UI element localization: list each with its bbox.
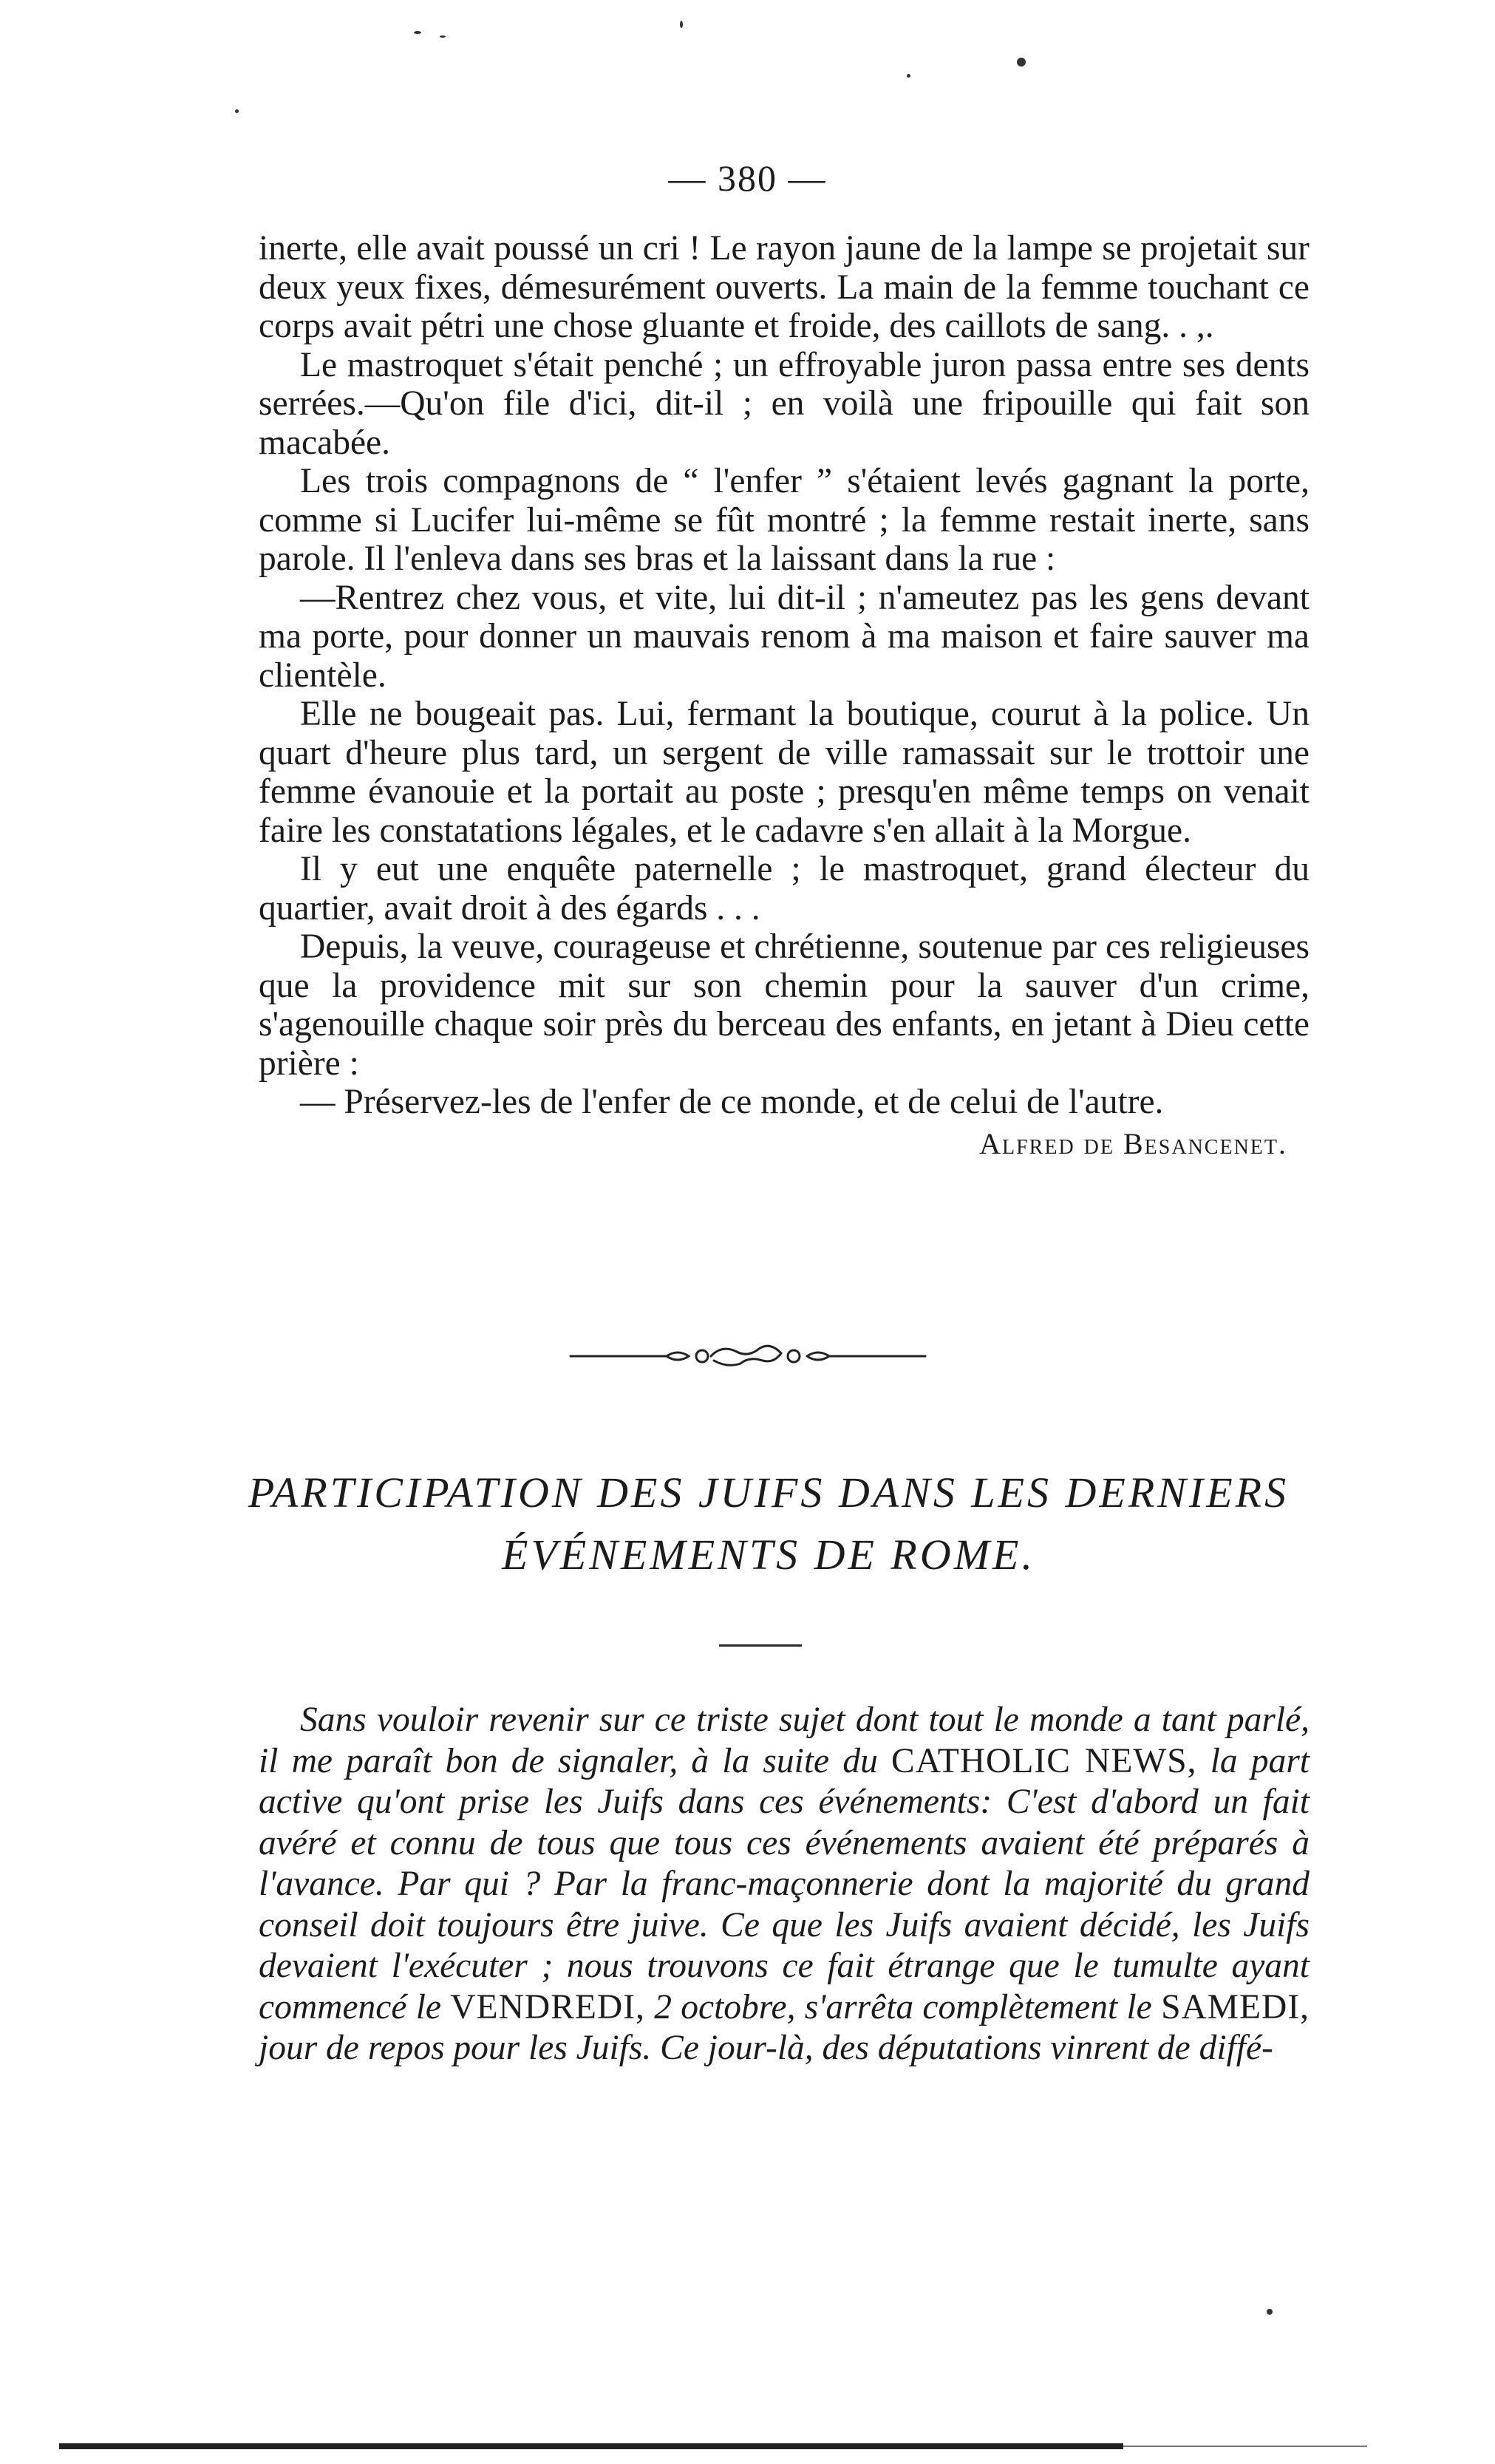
ink-speck [235,109,239,113]
paragraph: — Préservez-les de l'enfer de ce monde, et de celui de l'autre. [300,1083,1164,1121]
body-text: Sans vouloir revenir sur ce triste sujet dont tout le monde a tant parlé, il me paraît bon de signaler, à la suite du [259,1701,1310,1780]
paragraph [259,1700,1310,2069]
newspaper-name: CATHOLIC NEWS, [891,1741,1197,1780]
ink-speck [414,31,421,34]
ink-speck [907,74,910,78]
paragraph: Le mastroquet s'était penché ; un effroyable juron passa entre ses dents serrées.—Qu'on file d'ici, dit-il ; en voilà une fripouille qui fait son macabée. [259,345,1310,462]
paragraph: Les trois compagnons de “ l'enfer ” s'étaient levés gagnant la porte, comme si Lucifer lui-même se fût montré ; la femme restait inerte, sans parole. Il l'enleva dans ses bras et la laissant dans la rue : [259,462,1310,578]
ink-speck [680,21,683,28]
body-text: la part active qu'ont prise les Juifs dans ces événements: C'est d'abord un fait avéré et connu de tous que tous ces événements avaient été préparés à l'avance. Par qui ? Par la franc-maçonnerie dont la majorité du grand conseil doit toujours être juive. Ce que les Juifs avaient décidé, les Juifs devaient l'exécuter ; nous trouvons ce fait étrange que le tumulte ayant commencé le [259,1741,1310,2026]
paragraph: inerte, elle avait poussé un cri ! Le rayon jaune de la lampe se projetait sur deux yeux fixes, démesurément ouverts. La main de la femme touchant ce corps avait pétri une chose gluante et froide, des caillots de sang. . ,. [259,229,1310,345]
paragraph: Elle ne bougeait pas. Lui, fermant la boutique, courut à la police. Un quart d'heure plus tard, un sergent de ville ramassait sur le trottoir une femme évanouie et la portait au poste ; presqu'en même temps on venait faire les constatations légales, et le cadavre s'en allait à la Morgue. [259,695,1310,850]
paragraph: Depuis, la veuve, courageuse et chrétienne, soutenue par ces religieuses que la providence mit sur son chemin pour la sauver d'un crime, s'agenouille chaque soir près du berceau des enfants, en jetant à Dieu cette prière : [259,928,1310,1083]
ink-speck [440,35,446,38]
body-text: jour de repos pour les Juifs. Ce jour-là, des députations vinrent de diffé- [259,2029,1273,2067]
section-divider-ornament [0,1341,1495,1371]
page-bottom-rule-thin [1123,2446,1367,2447]
page-bottom-rule [59,2443,1123,2449]
author-signature: Alfred de Besancenet. [979,1126,1287,1160]
weekday-caps: VENDREDI, [450,1987,645,2026]
body-text: 2 octobre, s'arrêta complètement le [654,1987,1152,2026]
article-continuation [259,229,1310,1161]
page-number: — 380 — [668,157,827,199]
paragraph: Il y eut une enquête paternelle ; le mastroquet, grand électeur du quartier, avait droit à des égards . . . [259,850,1310,928]
title-rule [719,1644,802,1647]
flourish-icon [556,1341,940,1371]
ink-speck [1017,58,1026,67]
article-body [259,1700,1310,2069]
ink-speck [1267,2309,1273,2315]
weekday-caps: SAMEDI, [1161,1987,1310,2026]
paragraph: —Rentrez chez vous, et vite, lui dit-il ; n'ameutez pas les gens devant ma porte, pour donner un mauvais renom à ma maison et faire sauver ma clientèle. [259,578,1310,695]
article-title: PARTICIPATION DES JUIFS DANS LES DERNIERS ÉVÉNEMENTS DE ROME. [248,1468,1290,1579]
